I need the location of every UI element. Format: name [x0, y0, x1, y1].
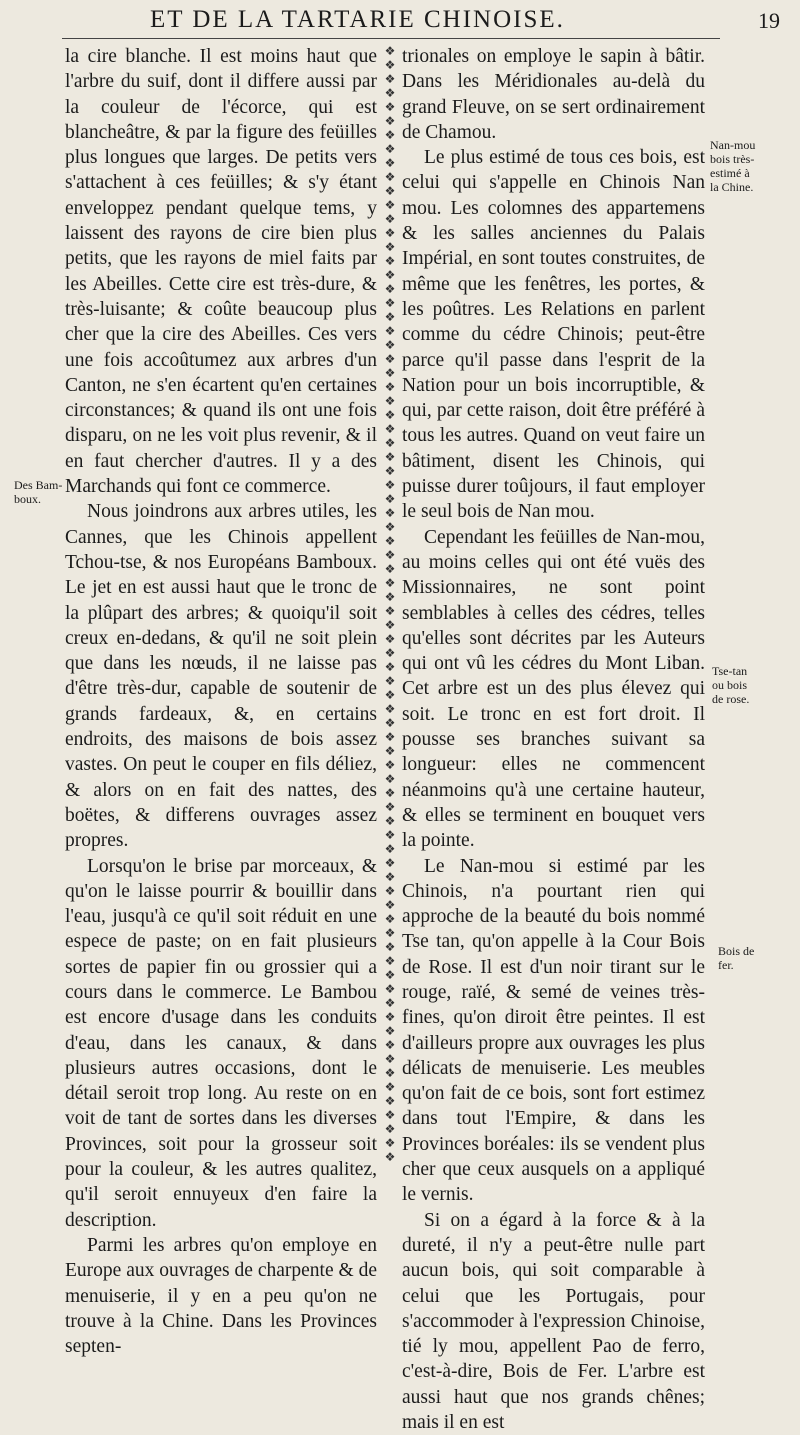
left-column [65, 44, 377, 1359]
paragraph-tse-tan: Le Nan-mou si estimé par les Chinois, n'a pourtant rien qui approche de la beauté du bois nommé Tse tan, qu'on appelle à la Cour Bois de Rose. Il est d'un noir tirant sur le rouge, raïé, & semé de veines très-fines, qu'on diroit être peintes. Il est d'ailleurs propre aux ouvrages les plus délicats de menuiserie. Les meubles qu'on fait de ce bois, sont fort estimez dans tout l'Empire, & dans les Provinces boréales: ils se vendent plus cher que ceux ausquels on a appliqué le vernis. [402, 855, 705, 1206]
paragraph-cire-blanche: la cire blanche. Il est moins haut que l'arbre du suif, dont il differe aussi par la couleur de l'écorce, qui est blancheâtre, & par la figure des feüilles plus longues que larges. De petits vers s'attachent à ces feüilles; & s'y étant enveloppez pendant quelque tems, y laissent des rayons de cire bien plus petits, que les rayons de miel faits par les Abeilles. Cette cire est très-dure, & très-luisante; & coûte beaucoup plus cher que la cire des Abeilles. Ces vers une fois accoûtumez aux arbres d'un Canton, ne s'en écartent qu'en certaines circonstances; & quand ils ont une fois disparu, on ne les voit plus revenir, & il en faut chercher d'autres. Il y a des Marchands qui font ce commerce. [65, 46, 377, 498]
page-number: 19 [758, 8, 780, 33]
margin-note-bois-de-fer: Bois de fer. [718, 944, 755, 972]
paragraph-sapin: trionales on employe le sapin à bâtir. Dans les Méridionales au-delà du grand Fleuve, on se sert ordinairement de Chamou. [402, 46, 705, 143]
header-rule [62, 38, 720, 39]
margin-note-bamboux: Des Bam- boux. [14, 478, 63, 506]
column-divider-ornament: ❖ ❖ ❖ ❖ ❖ ❖ ❖ ❖ ❖ ❖ ❖ ❖ ❖ ❖ ❖ ❖ ❖ ❖ ❖ ❖ ❖ ❖ ❖ ❖ ❖ ❖ ❖ ❖ ❖ ❖ ❖ ❖ ❖ ❖ ❖ ❖ ❖ ❖ ❖ ❖ ❖ ❖ ❖ ❖ ❖ ❖ ❖ ❖ ❖ ❖ ❖ ❖ ❖ ❖ ❖ ❖ ❖ ❖ ❖ ❖ ❖ ❖ ❖ ❖ ❖ ❖ ❖ ❖ ❖ ❖ ❖ ❖ ❖ ❖ ❖ ❖ ❖ ❖ ❖ ❖ [384, 44, 396, 1164]
paragraph-papier: Lorsqu'on le brise par morceaux, & qu'on le laisse pourrir & bouillir dans l'eau, jusqu'à ce qu'il soit réduit en une espece de paste; on en fait plusieurs sortes de papier fin ou grossier qui a cours dans le commerce. Le Bambou est encore d'usage dans les conduits d'eau, dans les canaux, & dans plusieurs autres occasions, dont le détail seroit trop long. Au reste on en voit de tant de sortes dans les diverses Provinces, soit pour la grosseur soit pour la couleur, & les autres qualitez, qu'il seroit ennuyeux d'en faire la description. [65, 855, 377, 1231]
paragraph-bois-de-fer: Si on a égard à la force & à la dureté, il n'y a peut-être nulle part aucun bois, qui soit comparable à celui que les Portugais, pour s'accommoder à l'expression Chinoise, tié ly mou, appellent Pao de ferro, c'est-à-dire, Bois de Fer. L'arbre est aussi haut que nos grands chênes; mais il en est [402, 1209, 705, 1434]
right-column [402, 44, 705, 1435]
margin-note-nan-mou: Nan-mou bois très- estimé à la Chine. [710, 138, 756, 194]
paragraph-nan-mou: Le plus estimé de tous ces bois, est celui qui s'appelle en Chinois Nan mou. Les colomnes des appartemens & les salles anciennes du Palais Impérial, en sont toutes construites, de même que les fenêtres, les portes, & les poûtres. Les Relations en parlent comme du cédre Chinois; peut-être parce qu'il passe dans l'esprit de la Nation pour un bois incorruptible, & qui, par cette raison, doit être préféré à tous les autres. Quand on veut faire un bâtiment, disent les Chinois, qui puisse durer toûjours, il faut employer le seul bois de Nan mou. [402, 147, 705, 523]
paragraph-cannes: Nous joindrons aux arbres utiles, les Cannes, que les Chinois appellent Tchou-tse, & nos Européans Bamboux. Le jet en est aussi haut que le tronc de la plûpart des arbres; & quoiqu'il soit creux en-dedans, & qu'il ne soit plein que dans les nœuds, il ne laisse pas d'être très-dur, capable de soutenir de grands fardeaux, &, en certains endroits, des maisons de bois assez vastes. On peut le couper en fils déliez, & alors on en fait des nattes, des boëtes, & differens ouvrages assez propres. [65, 501, 377, 852]
paragraph-charpente: Parmi les arbres qu'on employe en Europe aux ouvrages de charpente & de menuiserie, il y en a peu qu'on ne trouve à la Chine. Dans les Provinces septen- [65, 1234, 377, 1358]
running-header [0, 6, 800, 40]
paragraph-feuilles: Cependant les feüilles de Nan-mou, au moins celles qui ont été vuës des Missionnaires, ne sont point semblables à celles des cédres, telles qu'elles sont décrites par les Auteurs qui ont vû les cédres du Mont Liban. Cet arbre est un des plus élevez qui soit. Le tronc en est fort droit. Il pousse ses branches suivant sa longueur: elles ne commencent néanmoins qu'à une certaine hauteur, & elles se terminent en bouquet vers la pointe. [402, 526, 705, 852]
margin-note-tse-tan: Tse-tan ou bois de rose. [712, 664, 750, 706]
running-title: ET DE LA TARTARIE CHINOISE. [150, 6, 565, 33]
